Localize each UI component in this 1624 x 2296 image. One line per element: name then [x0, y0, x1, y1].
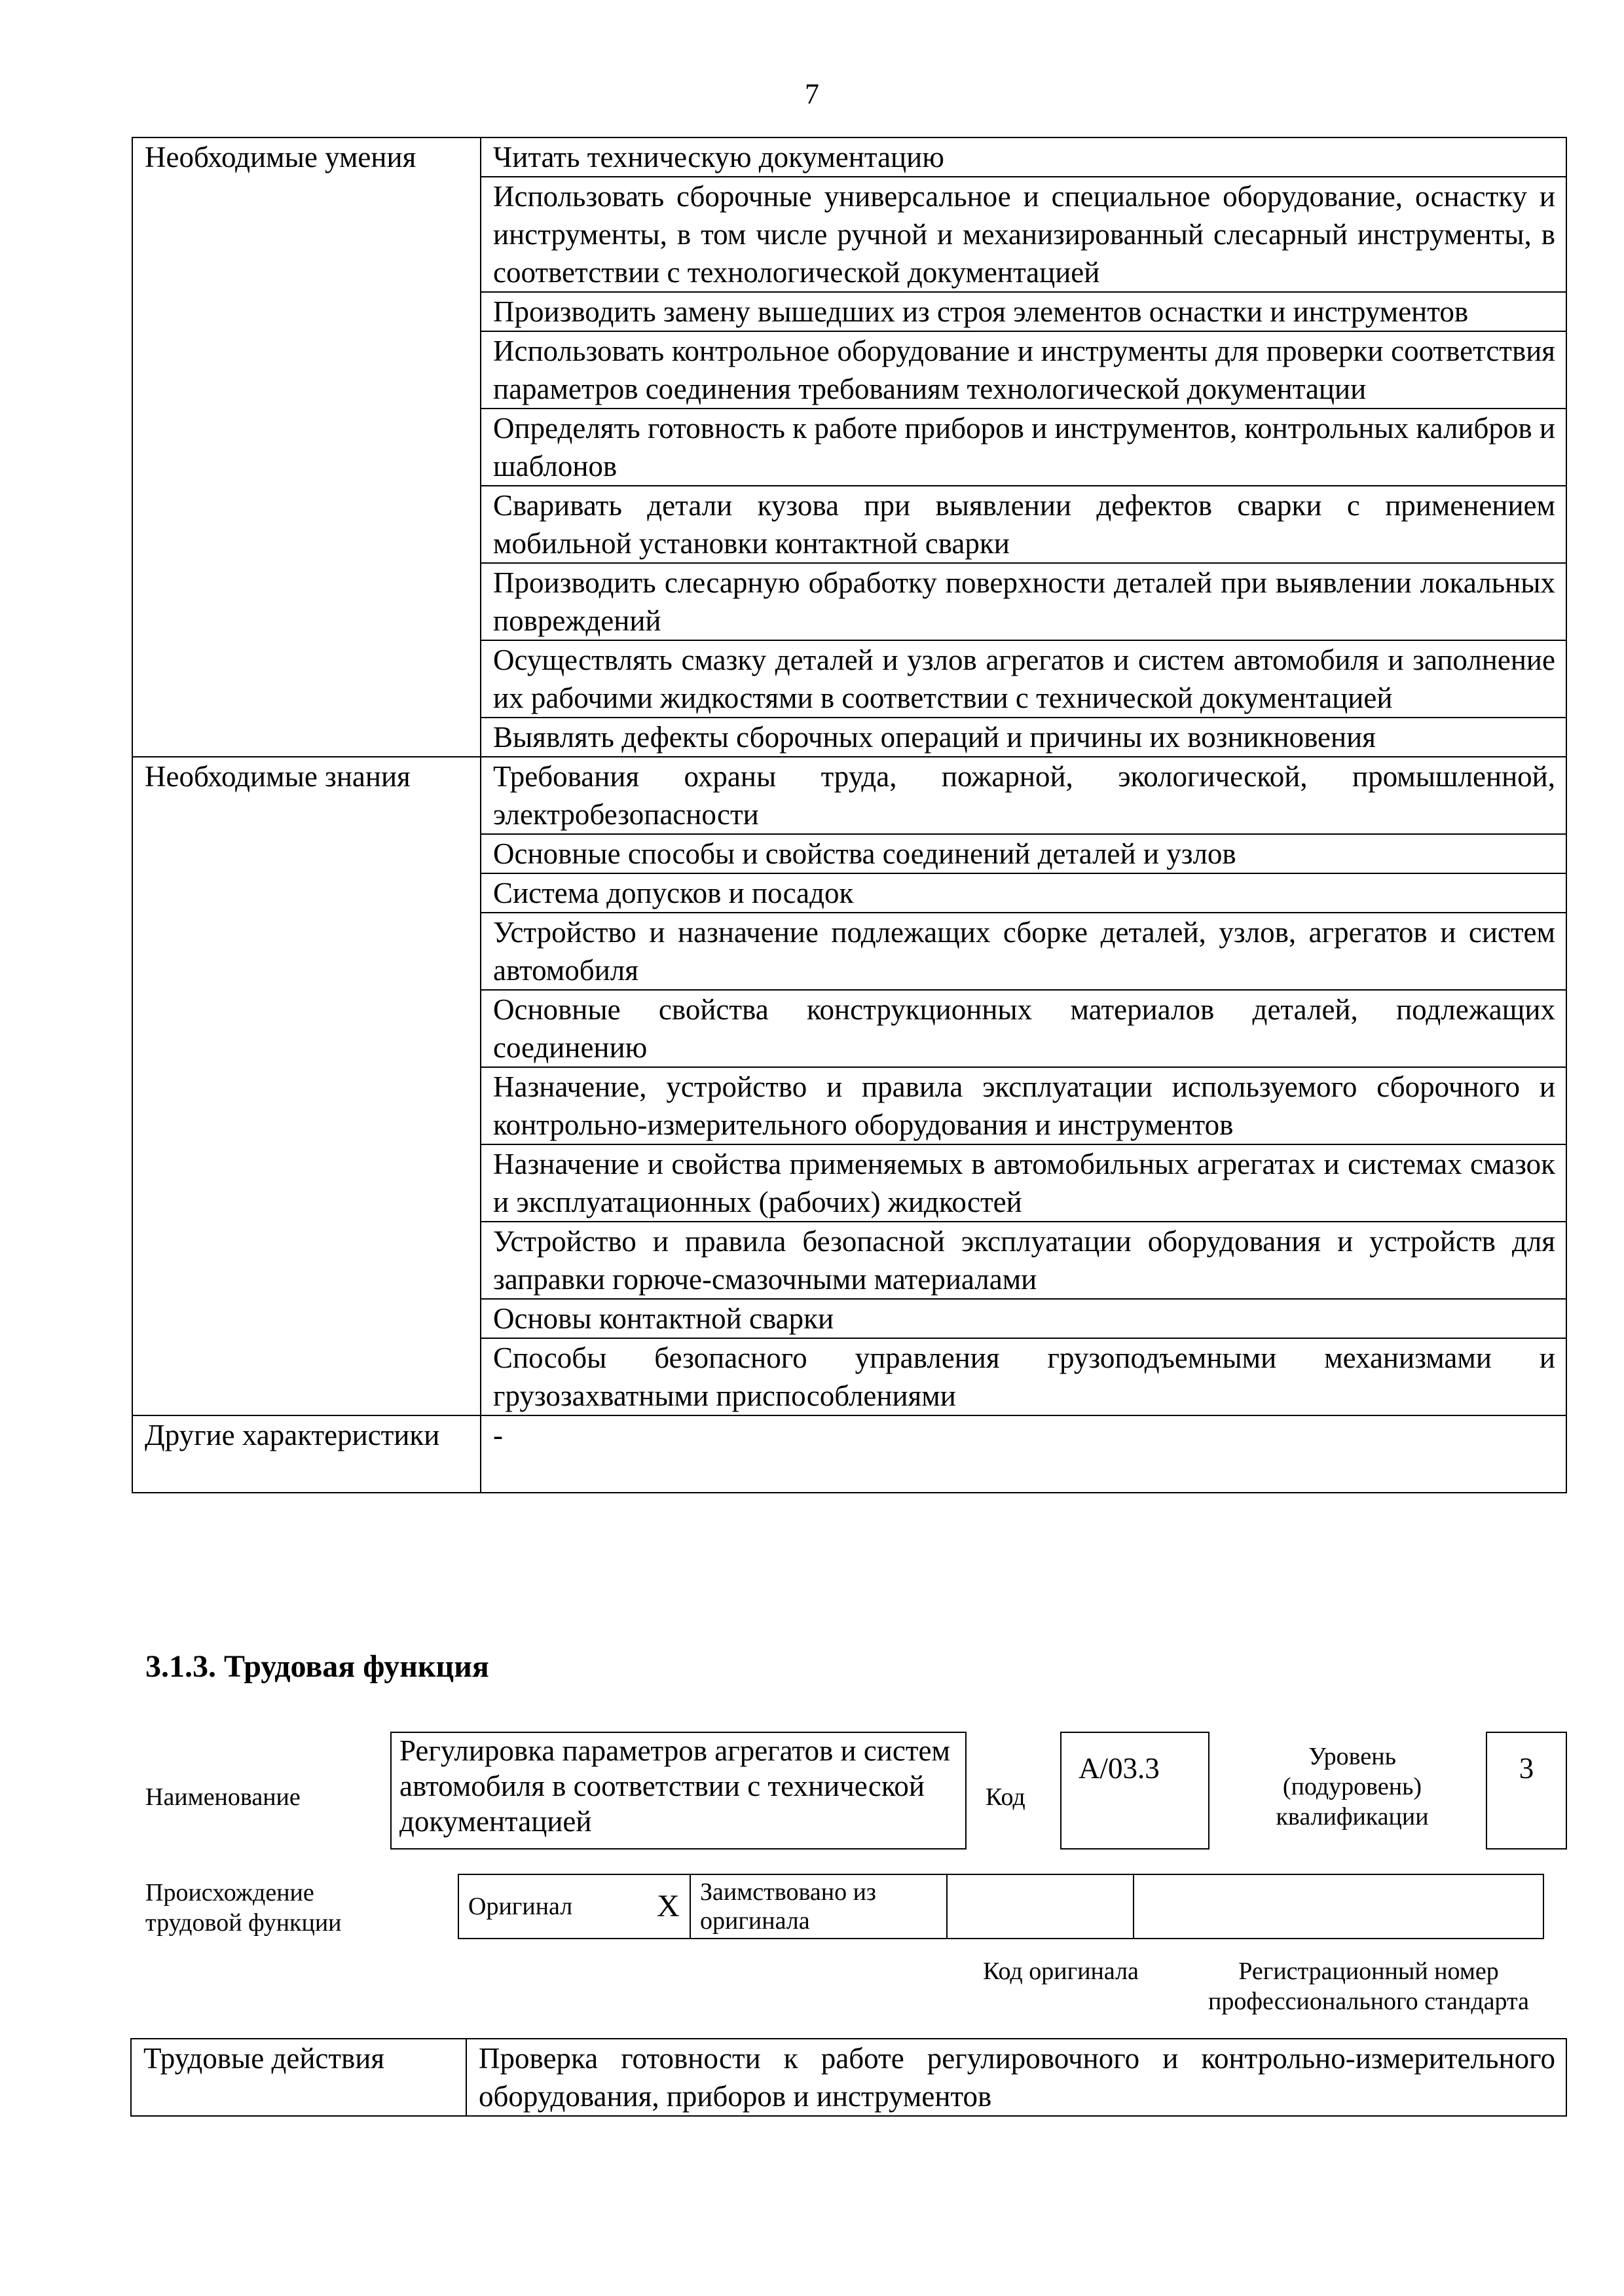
- knowledge-item: Способы безопасного управления грузоподъемными механизмами и грузозахватными приспособлениями: [481, 1338, 1566, 1415]
- table-row: [132, 1222, 1566, 1299]
- function-name: Регулировка параметров агрегатов и систем автомобиля в соответствии с технической документацией: [399, 1734, 950, 1838]
- table-row: [132, 990, 1566, 1067]
- table-row: [132, 177, 1566, 292]
- table-row: [132, 834, 1566, 873]
- knowledge-item: Устройство и правила безопасной эксплуатации оборудования и устройств для заправки горюче-смазочными материалами: [481, 1222, 1566, 1299]
- knowledge-item: Устройство и назначение подлежащих сборке деталей, узлов, агрегатов и систем автомобиля: [481, 913, 1566, 990]
- skill-item: Выявлять дефекты сборочных операций и причины их возникновения: [481, 718, 1566, 757]
- code-caption: Код оригинала: [983, 1958, 1139, 1985]
- table-row: [132, 718, 1566, 757]
- skill-item: Производить замену вышедших из строя элементов оснастки и инструментов: [481, 292, 1566, 331]
- knowledge-item: Основные способы и свойства соединений деталей и узлов: [481, 834, 1566, 873]
- requirements-table: [132, 137, 1567, 1493]
- reg-caption: Регистрационный номер профессионального стандарта: [1208, 1958, 1529, 2015]
- table-row: [132, 1299, 1566, 1338]
- function-name-box: [390, 1732, 967, 1850]
- reg-number-cell: [1134, 1874, 1543, 1939]
- code-value: А/03.3: [1079, 1752, 1160, 1785]
- table-row: [132, 331, 1566, 409]
- skill-item: Осуществлять смазку деталей и узлов агрегатов и систем автомобиля и заполнение их рабочими жидкостями в соответствии с технической документацией: [481, 640, 1566, 718]
- actions-value: Проверка готовности к работе регулировочного и контрольно-измерительного оборудования, приборов и инструментов: [466, 2039, 1566, 2116]
- table-row: [132, 1338, 1566, 1415]
- table-row: [132, 292, 1566, 331]
- knowledge-item: Основы контактной сварки: [481, 1299, 1566, 1338]
- knowledge-item: Назначение, устройство и правила эксплуатации используемого сборочного и контрольно-измерительного оборудования и инструментов: [481, 1067, 1566, 1144]
- skill-item: Определять готовность к работе приборов и инструментов, контрольных калибров и шаблонов: [481, 409, 1566, 486]
- knowledge-item: Требования охраны труда, пожарной, экологической, промышленной, электробезопасности: [481, 757, 1566, 834]
- knowledge-item: Система допусков и посадок: [481, 873, 1566, 913]
- skill-item: Сваривать детали кузова при выявлении дефектов сварки с применением мобильной установки контактной сварки: [481, 486, 1566, 563]
- section-heading: 3.1.3. Трудовая функция: [145, 1649, 489, 1684]
- original-mark: Х: [648, 1874, 690, 1939]
- table-row: [132, 913, 1566, 990]
- table-row: [132, 486, 1566, 563]
- knowledge-item: Назначение и свойства применяемых в автомобильных агрегатах и системах смазок и эксплуатационных (рабочих) жидкостей: [481, 1144, 1566, 1222]
- borrowed-label: Заимствовано из оригинала: [690, 1874, 947, 1939]
- table-row: [132, 1415, 1566, 1493]
- code-label: Код: [986, 1783, 1025, 1811]
- knowledge-item: Основные свойства конструкционных материалов деталей, подлежащих соединению: [481, 990, 1566, 1067]
- table-row: [458, 1874, 1543, 1939]
- origin-label: Происхождение трудовой функции: [145, 1879, 342, 1937]
- original-code-cell: [947, 1874, 1134, 1939]
- name-label: Наименование: [145, 1783, 301, 1811]
- level-value: 3: [1519, 1752, 1534, 1785]
- level-label: Уровень (подуровень) квалификации: [1276, 1743, 1429, 1831]
- table-row: [132, 137, 1566, 177]
- skill-item: Производить слесарную обработку поверхности деталей при выявлении локальных повреждений: [481, 563, 1566, 640]
- other-label: Другие характеристики: [132, 1415, 481, 1493]
- origin-table: [458, 1874, 1544, 1939]
- skill-item: Использовать контрольное оборудование и инструменты для проверки соответствия параметров соединения требованиям технологической документации: [481, 331, 1566, 409]
- table-row: [132, 409, 1566, 486]
- skill-item: Читать техническую документацию: [481, 137, 1566, 177]
- table-row: [132, 1067, 1566, 1144]
- table-row: [131, 2039, 1566, 2116]
- actions-label: Трудовые действия: [131, 2039, 466, 2116]
- code-box: [1060, 1732, 1209, 1850]
- table-row: [132, 757, 1566, 834]
- level-box: [1486, 1732, 1567, 1850]
- knowledge-label: Необходимые знания: [132, 757, 481, 834]
- actions-table: [130, 2038, 1567, 2117]
- skill-item: Использовать сборочные универсальное и специальное оборудование, оснастку и инструменты, в том числе ручной и механизированный слесарный инструменты, в соответствии с технологической документацией: [481, 177, 1566, 292]
- other-value: -: [481, 1415, 1566, 1493]
- table-row: [132, 1144, 1566, 1222]
- table-row: [132, 563, 1566, 640]
- page-number: 7: [805, 78, 819, 110]
- skills-label: Необходимые умения: [132, 137, 481, 177]
- table-row: [132, 640, 1566, 718]
- table-row: [132, 873, 1566, 913]
- original-label: Оригинал: [458, 1874, 648, 1939]
